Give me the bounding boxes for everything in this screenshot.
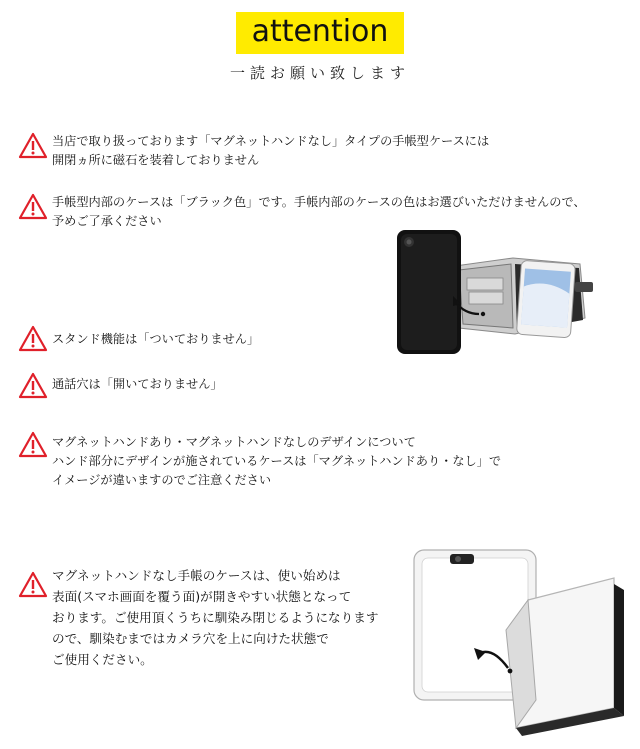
notice-line: 通話穴は「開いておりません」: [52, 377, 223, 391]
notice-line: 開閉ヵ所に磁石を装着しておりません: [52, 153, 260, 167]
notice-text: [52, 565, 378, 670]
notice-text: [52, 193, 586, 231]
notice-line: ご使用ください。: [52, 652, 153, 667]
warning-triangle-icon: [18, 571, 48, 598]
title-wrap: [0, 12, 640, 54]
warning-triangle-icon: [18, 132, 48, 159]
notice-line: ハンド部分にデザインが施されているケースは「マグネットハンドあり・なし」で: [52, 454, 502, 468]
notice-line: 表面(スマホ画面を覆う面)が開きやすい状態となって: [52, 589, 352, 604]
notice-line: 当店で取り扱っております「マグネットハンドなし」タイプの手帳型ケースには: [52, 134, 490, 148]
notice-text: [52, 433, 501, 490]
warning-triangle-icon: [18, 325, 48, 352]
notice-line: 予めご了承ください: [52, 214, 162, 228]
notice-text: [52, 330, 259, 349]
notice-line: マグネットハンドなし手帳のケースは、使い始めは: [52, 568, 341, 583]
page-subtitle: 一読お願い致します: [229, 64, 410, 82]
black-phone: [397, 230, 461, 354]
notice-line: おります。ご使用頂くうちに馴染み閉じるようになります: [52, 610, 379, 625]
white-phone: [516, 260, 575, 338]
page-title: attention: [236, 12, 405, 54]
notice-line: スタンド機能は「ついておりません」: [52, 332, 260, 346]
warning-triangle-icon: [18, 193, 48, 220]
notice-line: ので、馴染むまではカメラ穴を上に向けた状態で: [52, 631, 329, 646]
notice-text: [52, 132, 489, 170]
warning-triangle-icon: [18, 372, 48, 399]
case-break-in-illustration: [410, 540, 632, 745]
notice-line: イメージが違いますのでご注意ください: [52, 473, 272, 487]
case-interior-illustration: [395, 228, 605, 356]
notice-text: [52, 375, 223, 394]
warning-triangle-icon: [18, 431, 48, 458]
notice-line: マグネットハンドあり・マグネットハンドなしのデザインについて: [52, 435, 416, 449]
notice-line: 手帳型内部のケースは「ブラック色」です。手帳内部のケースの色はお選びいただけませんので、: [52, 195, 586, 209]
